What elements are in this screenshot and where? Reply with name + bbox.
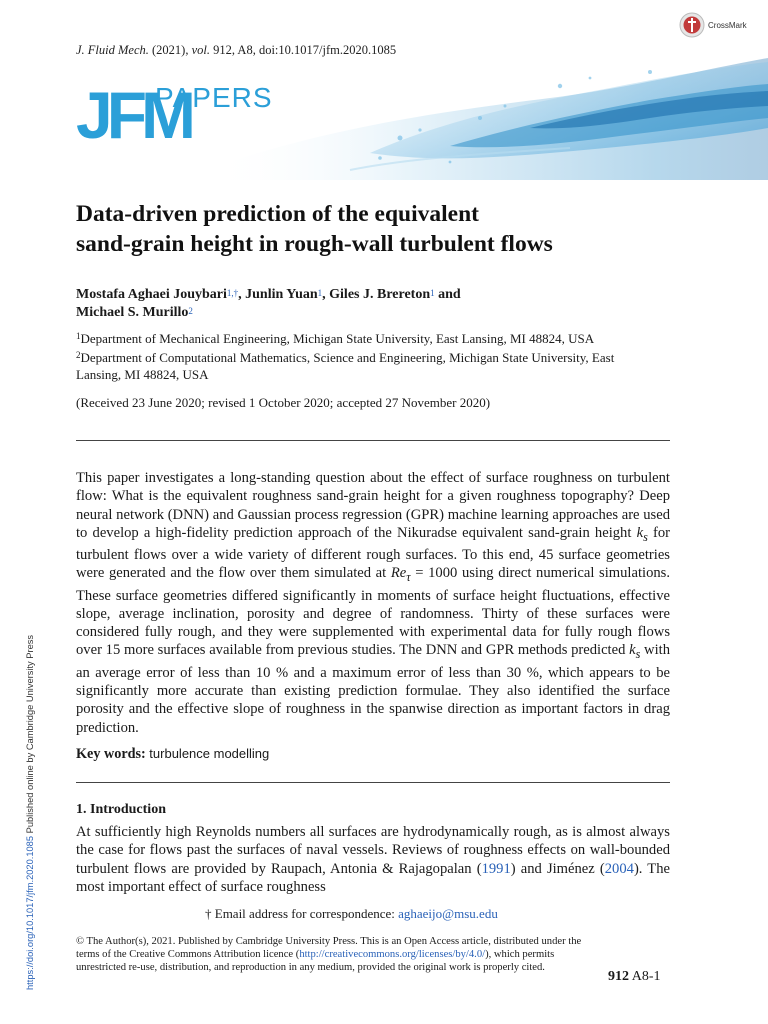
abstract [76,469,670,737]
page-volume: 912 [608,969,629,984]
citation-vol-label: vol. [191,43,210,57]
license-text: ), which permits unrestricted re-use, distribution, and reproduction in any medium, provided the original work is properly cited. [76,949,555,974]
crossmark-label: CrossMark [708,20,747,30]
author-name: Michael S. Murillo [76,305,189,320]
author-affil-sup[interactable]: 1 [317,288,323,298]
abstract-text: with an average error of less than 10 % and a maximum error of less than 30 %, which appears to be significantly more accurate than existing prediction formulae. They also identified the surface porosity and the effective slope of roughness in the spanwise direction as important factors in drag prediction. [76,642,670,736]
email-link[interactable]: aghaeijo@msu.edu [398,906,498,921]
citation-doi: 912, A8, doi:10.1017/jfm.2020.1085 [210,43,397,57]
intro-text: At sufficiently high Reynolds numbers all surfaces are hydrodynamically rough, as is almost always the case for flows past the surfaces of naval vessels. Reviews of roughness effects on wall-bounded turbulent flows are provided by Raupach, Antonia & Rajagopalan ( [76,824,670,877]
intro-text: ). The most important effect of surface roughness [76,860,670,895]
title-line-1: Data-driven prediction of the equivalent [76,201,479,227]
math-sub-tau: τ [406,570,411,585]
article-title [76,199,716,259]
section-label: PAPERS [155,82,273,113]
math-k: k [636,524,644,541]
affiliation-text: Department of Mechanical Engineering, Michigan State University, East Lansing, MI 48824, USA [80,331,595,346]
license-text: © The Author(s), 2021. Published by Cambridge University Press. This is an Open Access article, distributed under the terms of the Creative Commons Attribution licence ( [76,936,582,961]
crossmark-badge[interactable] [679,12,747,38]
jfm-logo [76,80,276,142]
affiliation-sup: 1 [76,331,81,341]
abstract-text: = 1000 using direct numerical simulations. These surface geometries differed significantly in moments of surface height fluctuations, effective slope, average inclination, porosity and degree of randomness. Thirty of these surfaces were considered fully rough, and they were supplemented with experimental data for fully rough flows over 15 more surfaces available from previous studies. The DNN and GPR methods predicted [76,565,670,659]
correspondence-footnote [205,906,498,922]
author-affil-sup[interactable]: 2 [188,306,193,316]
affiliation-1 [76,330,716,347]
abstract-text: This paper investigates a long-standing question about the effect of surface roughness on turbulent flow: What is the equivalent roughness sand-grain height for a given roughness topography? Deep neural network (DNN) and Gaussian process regression (GPR) machine learning approaches are used to develop a high-fidelity prediction approach of the Nikuradse equivalent sand-grain height [76,470,670,541]
divider-top [76,440,670,441]
keywords-value: turbulence modelling [149,746,270,761]
keywords-label: Key words: [76,746,146,762]
citation-link[interactable]: 2004 [604,860,634,877]
intro-text: ) and Jiménez ( [510,860,605,877]
intro-paragraph [76,823,670,896]
received-dates: (Received 23 June 2020; revised 1 October 2020; accepted 27 November 2020) [76,395,491,410]
math-sub-s: s [643,529,648,544]
affiliation-text: Department of Computational Mathematics, Science and Engineering, Michigan State University, East Lansing, MI 48824, USA [76,350,615,382]
divider-bottom [76,782,670,783]
license-notice [76,935,596,975]
journal-citation [76,43,396,58]
author-list [76,286,716,322]
author-affil-sup[interactable]: 1,† [226,288,239,298]
license-link[interactable]: http://creativecommons.org/licenses/by/4.0/ [299,949,486,961]
keywords [76,746,269,763]
math-k: k [629,642,636,659]
affiliation-sup: 2 [76,350,81,360]
side-published-note [25,635,35,990]
author-affil-sup[interactable]: 1 [430,288,435,298]
citation-year: (2021), [148,43,192,57]
math-re: Re [390,565,407,582]
author-name: Junlin Yuan [245,287,318,302]
page-number [608,969,661,985]
side-text: Published online by Cambridge University Press [25,634,35,836]
affiliation-2 [76,349,636,383]
author-name: Mostafa Aghaei Jouybari [76,287,227,302]
abstract-text: for turbulent flows over a wide variety of different rough surfaces. To this end, 45 surface geometries were generated and the flow over them simulated at [76,524,670,582]
title-line-2: sand-grain height in rough-wall turbulent flows [76,231,553,257]
math-sub-s: s [635,647,641,662]
crossmark-icon [679,12,705,38]
footnote-prefix: † Email address for correspondence: [205,906,399,921]
author-separator: , [238,287,246,302]
author-name: Giles J. Brereton [329,287,431,302]
page-article-id: A8-1 [631,969,661,984]
citation-link[interactable]: 1991 [481,860,511,877]
journal-abbrev: J. Fluid Mech. [76,43,149,57]
author-separator: and [434,287,461,302]
author-separator: , [322,287,330,302]
side-doi-link[interactable]: https://doi.org/10.1017/jfm.2020.1085 [25,835,35,990]
logo-letters: JFM [76,80,190,142]
section-heading: 1. Introduction [76,802,166,817]
